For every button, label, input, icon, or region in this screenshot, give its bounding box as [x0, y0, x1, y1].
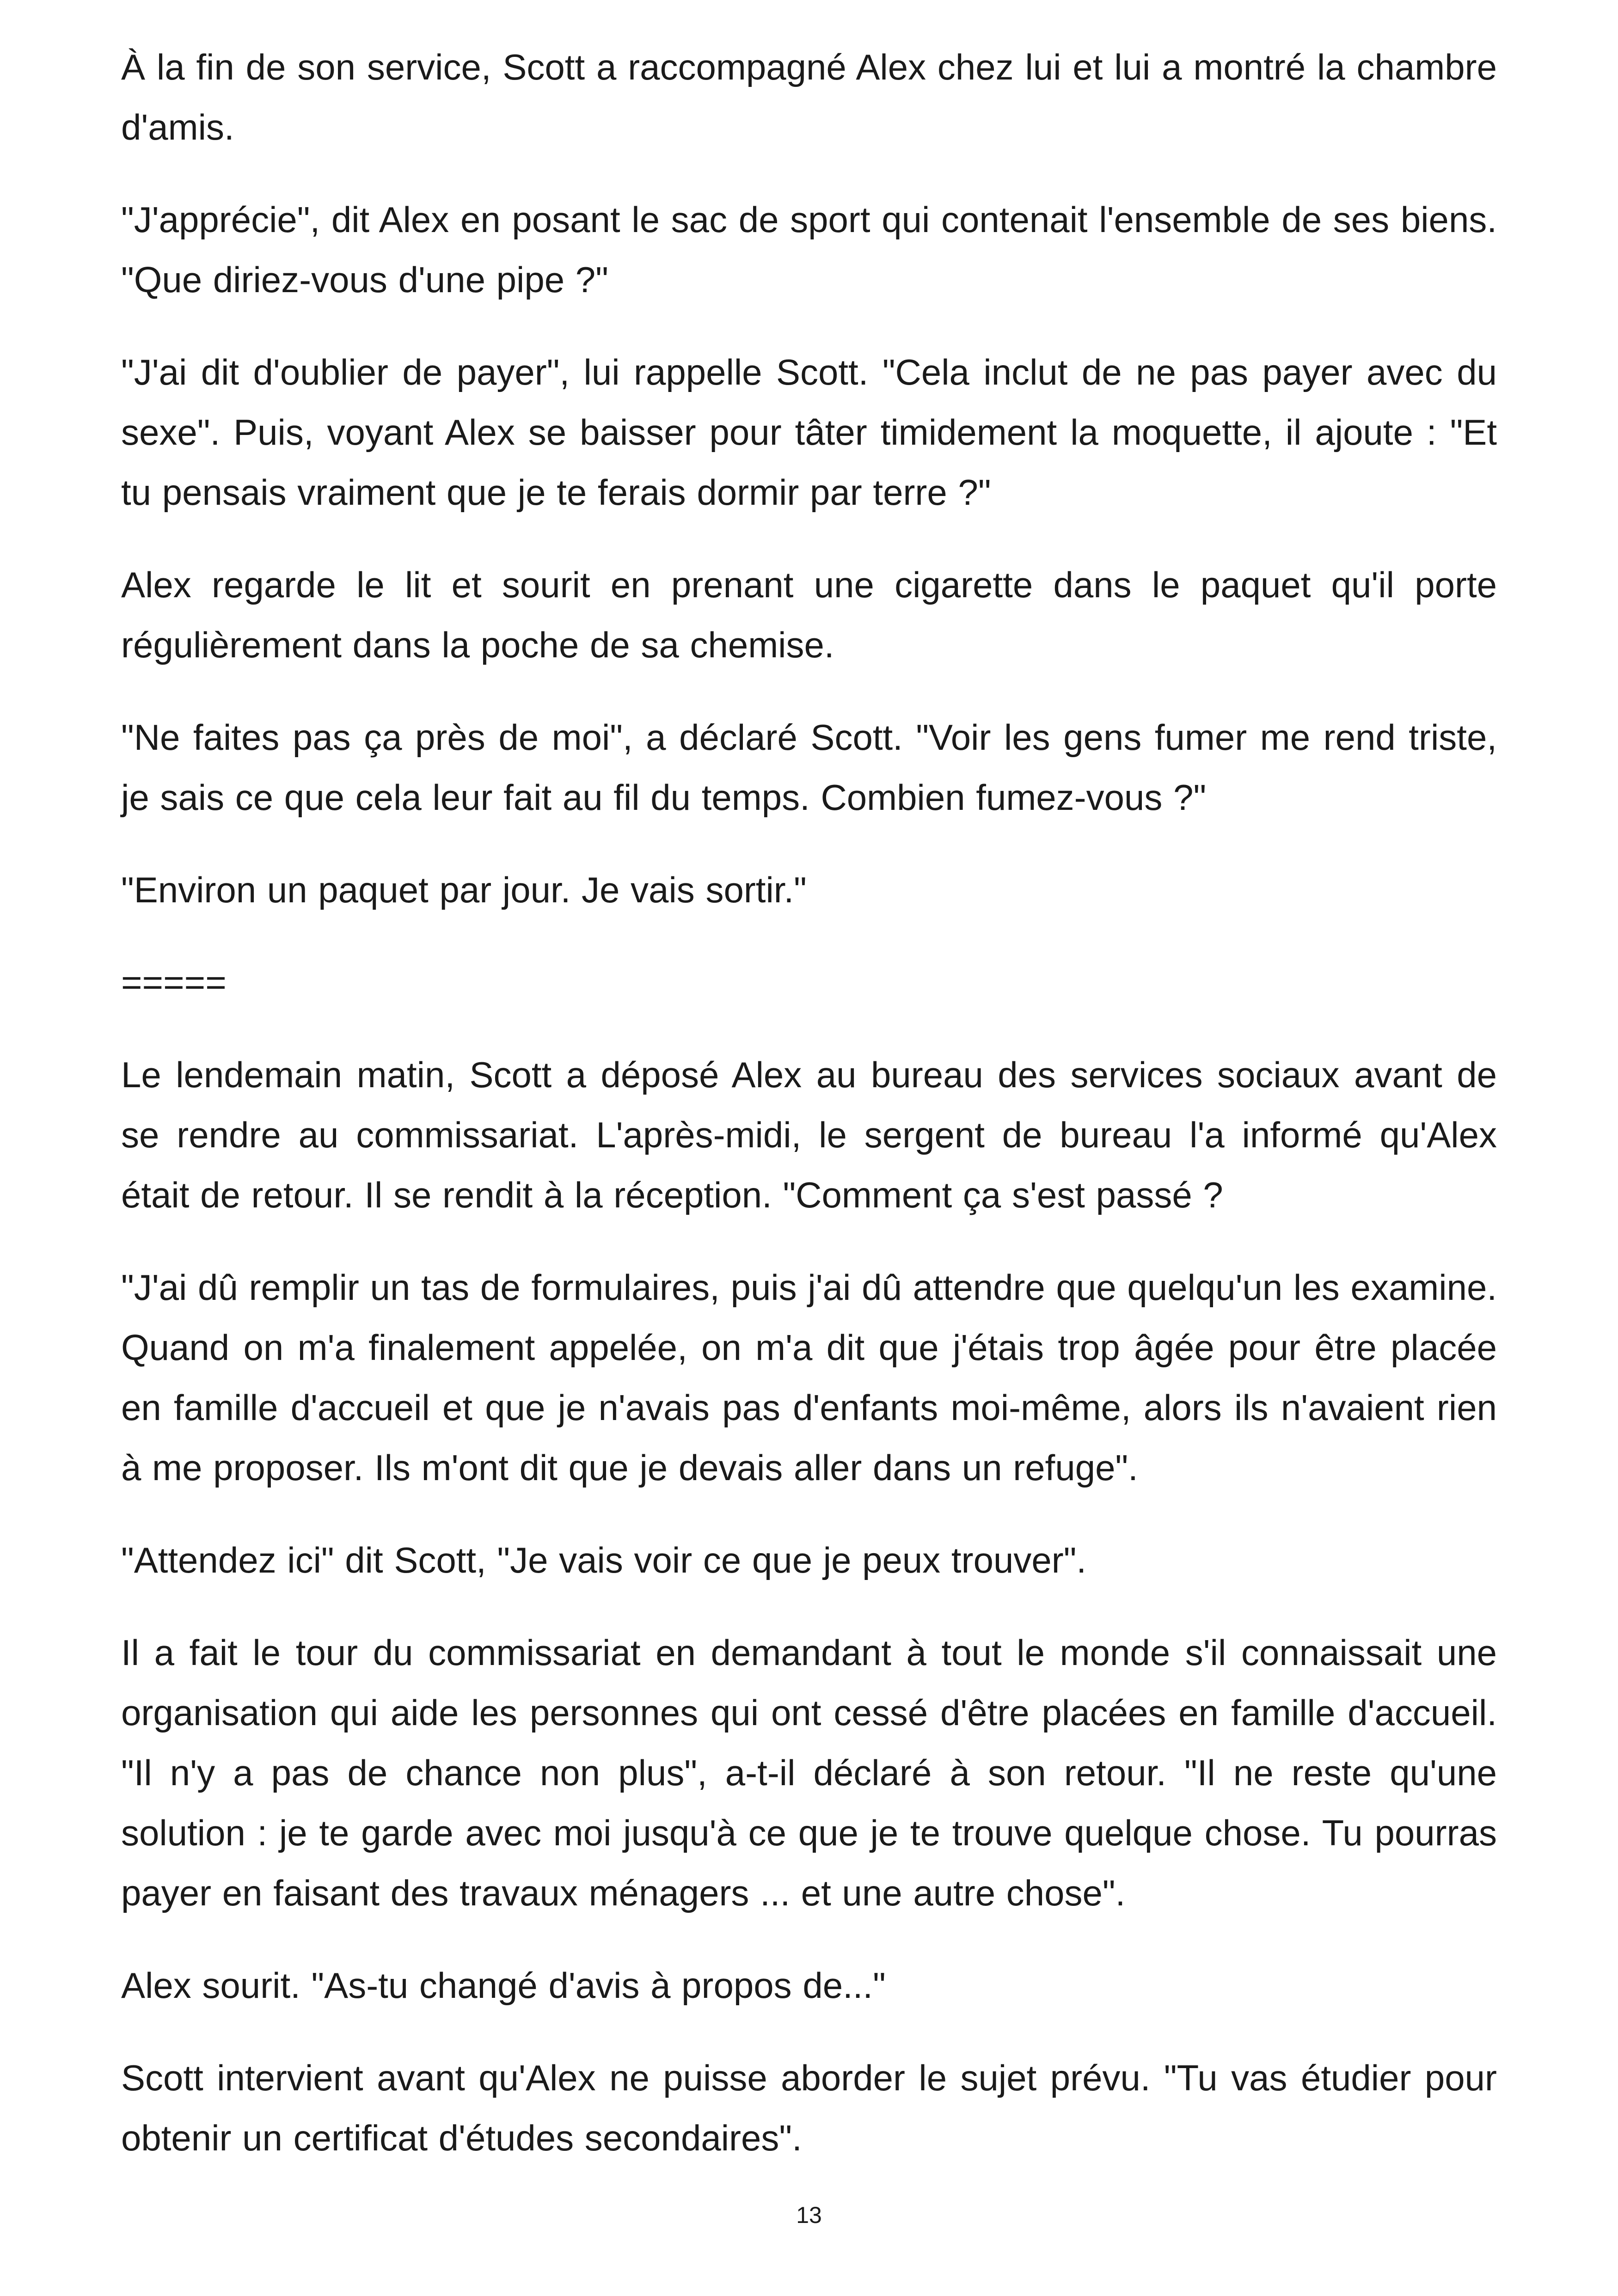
paragraph: Le lendemain matin, Scott a déposé Alex au bureau des services sociaux avant de se rendre au commissariat. L'après-midi, le sergent de bureau l'a informé qu'Alex était de retour. Il se rendit à la réception. "Comment ça s'est passé ?	[121, 1054, 1497, 1215]
paragraph: Scott intervient avant qu'Alex ne puisse aborder le sujet prévu. "Tu vas étudier pour obtenir un certificat d'études secondaires".	[121, 2057, 1497, 2158]
page-number: 13	[796, 2202, 822, 2228]
paragraph: "Ne faites pas ça près de moi", a déclaré Scott. "Voir les gens fumer me rend triste, je sais ce que cela leur fait au fil du temps. Combien fumez-vous ?"	[121, 717, 1497, 818]
paragraph: Alex sourit. "As-tu changé d'avis à propos de..."	[121, 1965, 886, 2006]
paragraph: "Attendez ici" dit Scott, "Je vais voir ce que je peux trouver".	[121, 1540, 1087, 1580]
scene-separator: =====	[121, 962, 227, 1003]
paragraph: "J'apprécie", dit Alex en posant le sac de sport qui contenait l'ensemble de ses biens. "Que diriez-vous d'une pipe ?"	[121, 199, 1497, 300]
page-body	[121, 37, 1497, 2200]
paragraph: Il a fait le tour du commissariat en demandant à tout le monde s'il connaissait une organisation qui aide les personnes qui ont cessé d'être placées en famille d'accueil. "Il n'y a pas de chance non plus", a-t-il déclaré à son retour. "Il ne reste qu'une solution : je te garde avec moi jusqu'à ce que je te trouve quelque chose. Tu pourras payer en faisant des travaux ménagers ... et une autre chose".	[121, 1632, 1497, 1913]
paragraph: Alex regarde le lit et sourit en prenant une cigarette dans le paquet qu'il porte régulièrement dans la poche de sa chemise.	[121, 564, 1497, 665]
paragraph: "J'ai dit d'oublier de payer", lui rappelle Scott. "Cela inclut de ne pas payer avec du sexe". Puis, voyant Alex se baisser pour tâter timidement la moquette, il ajoute : "Et tu pensais vraiment que je te ferais dormir par terre ?"	[121, 352, 1497, 513]
paragraph: "J'ai dû remplir un tas de formulaires, puis j'ai dû attendre que quelqu'un les examine. Quand on m'a finalement appelée, on m'a dit que j'étais trop âgée pour être placée en famille d'accueil et que je n'avais pas d'enfants moi-même, alors ils n'avaient rien à me proposer. Ils m'ont dit que je devais aller dans un refuge".	[121, 1267, 1497, 1488]
paragraph: "Environ un paquet par jour. Je vais sortir."	[121, 869, 807, 910]
paragraph: À la fin de son service, Scott a raccompagné Alex chez lui et lui a montré la chambre d'amis.	[121, 47, 1497, 147]
